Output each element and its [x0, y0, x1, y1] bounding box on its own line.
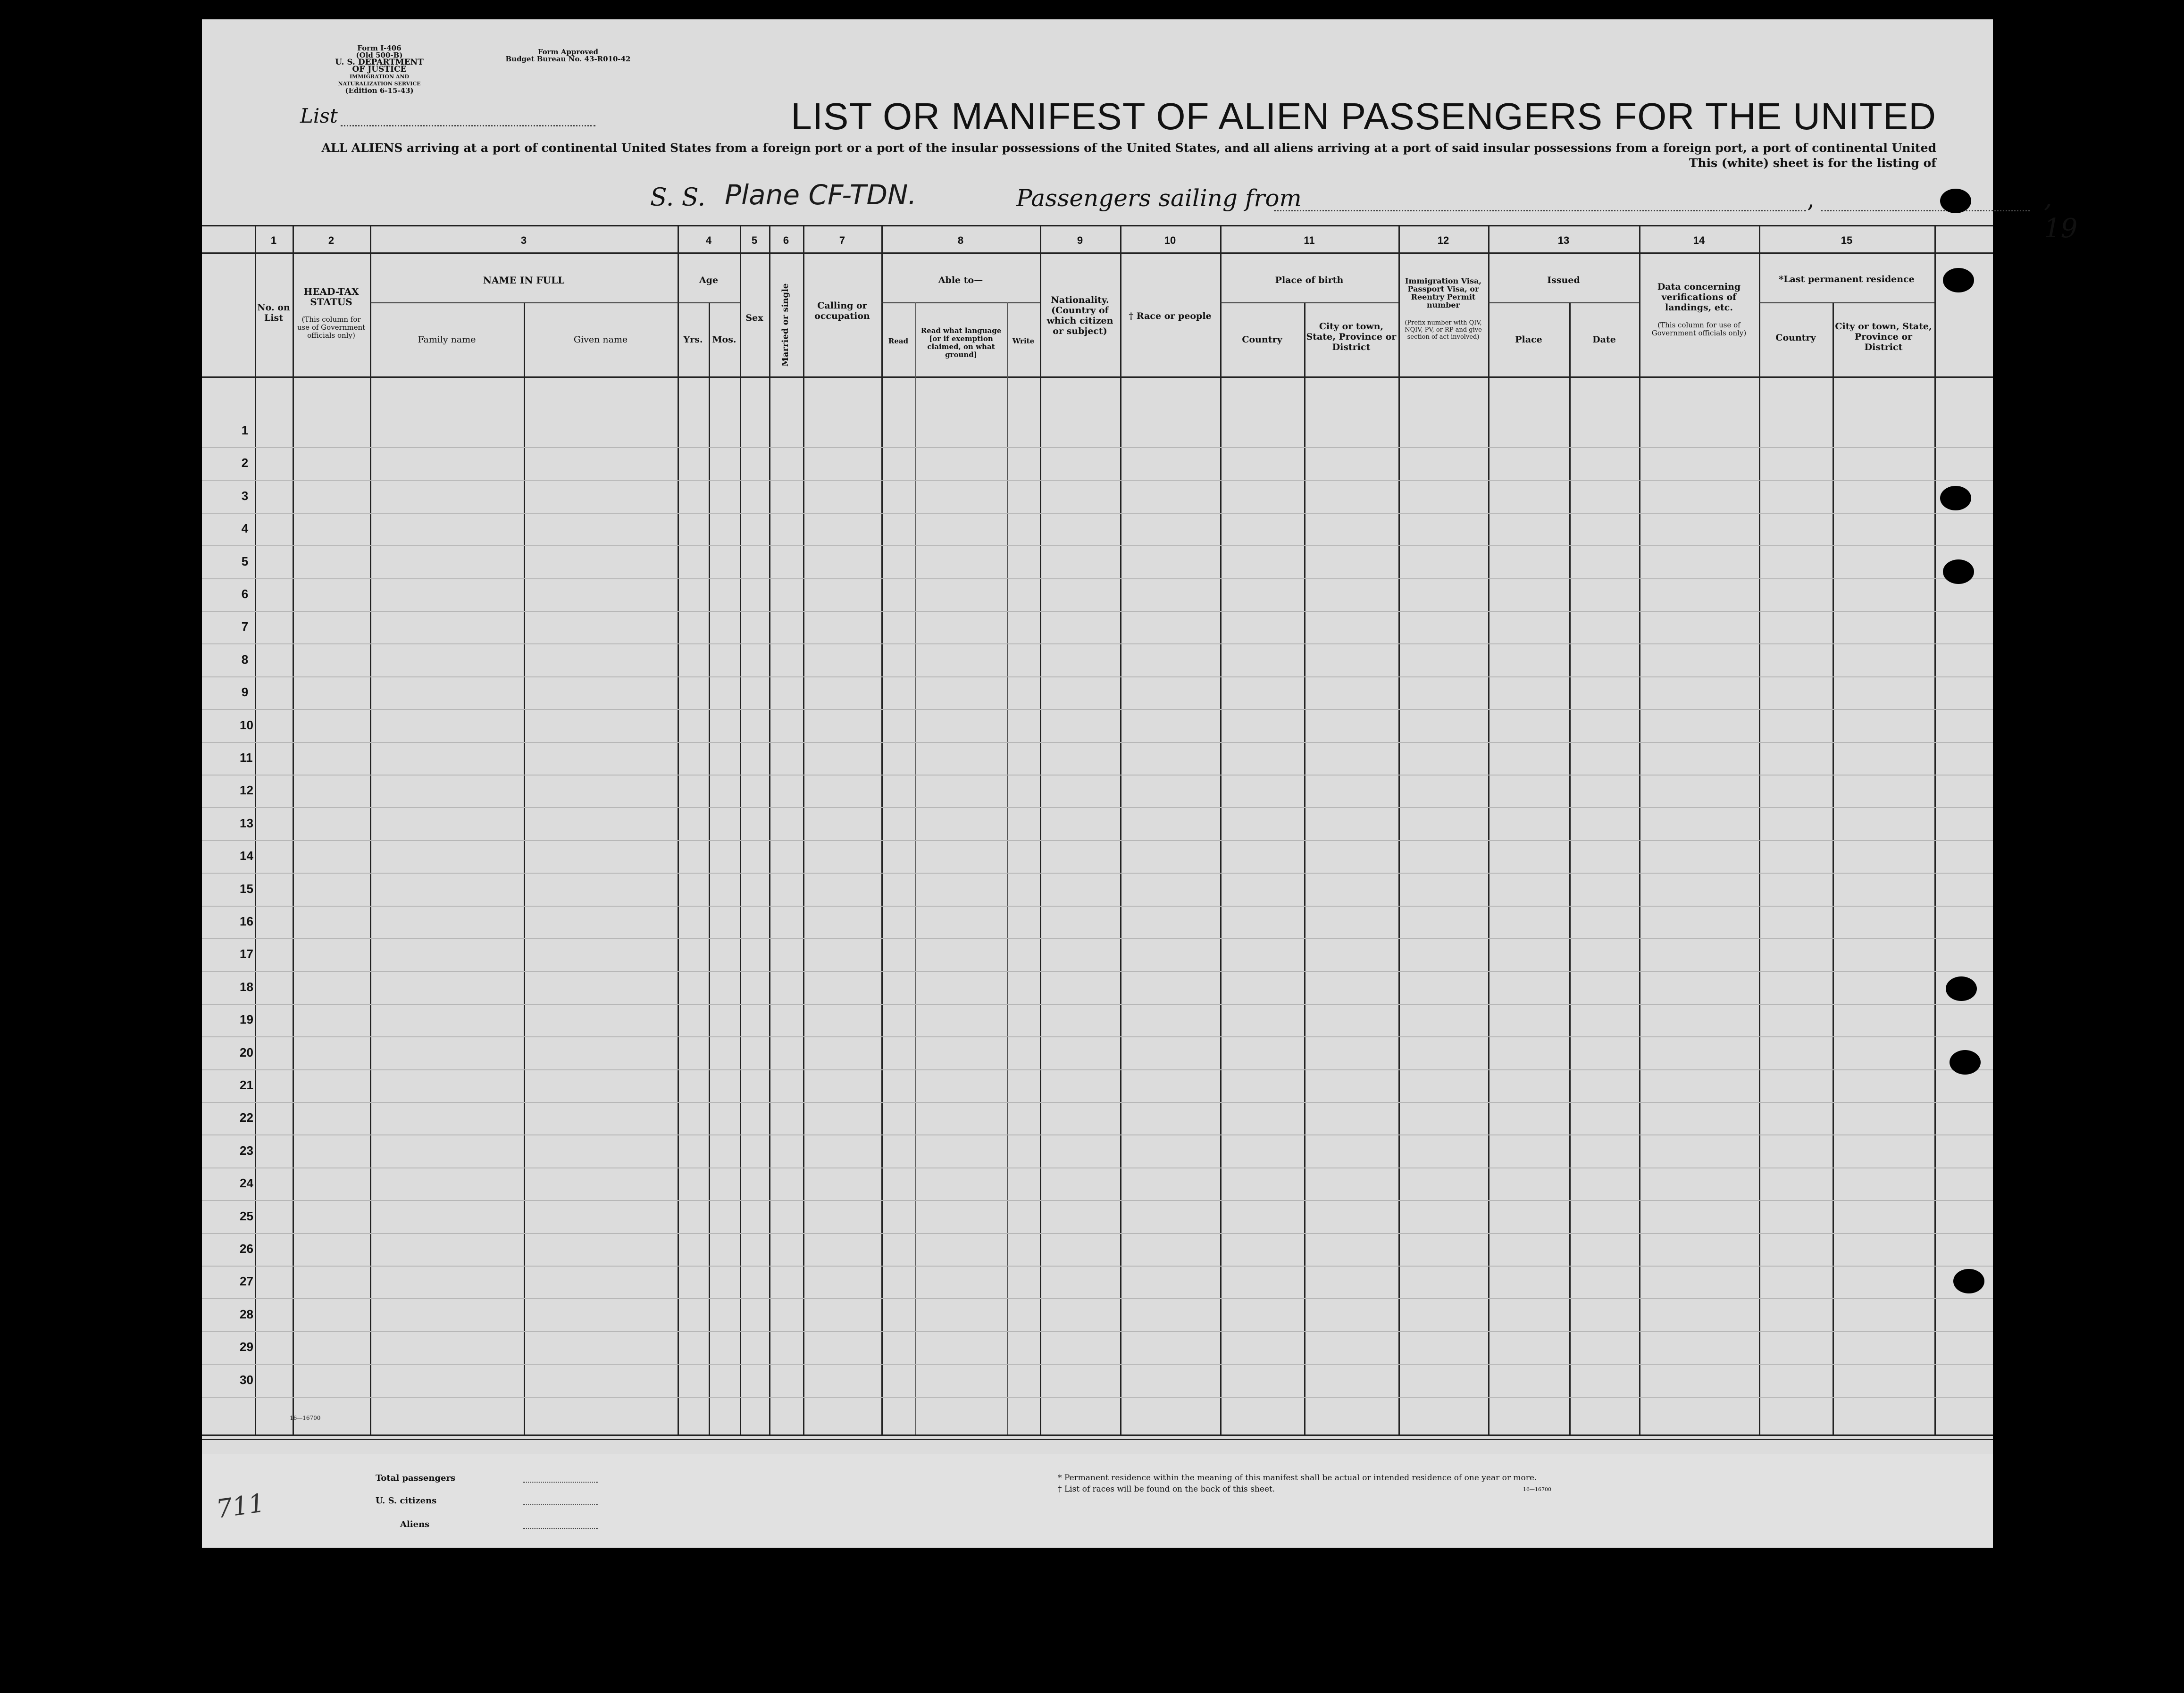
row-number: 27: [240, 1274, 253, 1288]
header-last-residence: *Last permanent residence: [1779, 274, 1915, 284]
table-row[interactable]: [202, 971, 1993, 972]
col-divider: [370, 225, 371, 1434]
row-number: 13: [240, 816, 253, 830]
table-row[interactable]: [202, 1134, 1993, 1135]
table-row[interactable]: [202, 775, 1993, 776]
col-divider: [1759, 225, 1760, 1434]
header-head-tax-note: (This column for use of Government officials only): [297, 315, 366, 340]
header-family-name: Family name: [418, 334, 476, 345]
table-row[interactable]: [202, 513, 1993, 514]
total-passengers-field[interactable]: [523, 1482, 598, 1483]
header-head-tax: HEAD-TAX STATUS: [303, 286, 359, 308]
row-number: 22: [240, 1110, 253, 1125]
ss-label: S. S.: [650, 183, 706, 212]
row-number: 9: [241, 685, 249, 699]
form-number: Form I-406: [357, 44, 402, 52]
table-row[interactable]: [202, 611, 1993, 612]
header-issued: Issued: [1547, 275, 1580, 285]
col-number: 3: [520, 234, 527, 246]
header-residence-city: City or town, State, Province or District: [1835, 321, 1932, 352]
header-birth-city: City or town, State, Province or District: [1306, 321, 1397, 352]
form-approved: Form Approved: [537, 48, 599, 56]
header-issued-place: Place: [1515, 334, 1542, 345]
row-number: 17: [240, 947, 253, 961]
header-able-to: Able to—: [938, 275, 983, 285]
table-row[interactable]: [202, 1331, 1993, 1332]
header-verifications-note: (This column for use of Government officials only): [1651, 321, 1747, 337]
page-subtitle: ALL ALIENS arriving at a port of continental United States from a foreign port or a port of the insular possessions of the United States, and all aliens arriving at a port of said insular possessions from a foreign port, a port of continental United: [321, 141, 1936, 155]
header-issued-date: Date: [1592, 334, 1616, 345]
col-divider: [1934, 225, 1936, 1434]
binder-hole: [1940, 486, 1971, 510]
issued-subheader-line: [1488, 302, 1639, 303]
header-race-people: † Race or people: [1129, 311, 1212, 321]
table-top-border: [202, 225, 1993, 226]
col-divider: [881, 225, 883, 1434]
table-row[interactable]: [202, 840, 1993, 841]
us-citizens-field[interactable]: [523, 1504, 598, 1505]
header-verifications: Data concerning verifications of landings, etc.: [1657, 282, 1741, 313]
service-name: IMMIGRATION AND NATURALIZATION SERVICE: [338, 74, 421, 87]
budget-bureau-number: Budget Bureau No. 43-R010-42: [505, 55, 631, 63]
sailing-from-field[interactable]: [1274, 210, 1806, 211]
col-number: 8: [957, 234, 964, 246]
header-name-in-full: NAME IN FULL: [483, 275, 565, 286]
name-subheader-line: [370, 302, 678, 303]
page-subtitle-2: This (white) sheet is for the listing of: [1689, 156, 1936, 170]
header-age-mos: Mos.: [712, 334, 736, 345]
birth-subheader-line: [1220, 302, 1398, 303]
row-number: 2: [241, 456, 249, 470]
table-bottom-border: [202, 1434, 1993, 1436]
table-row[interactable]: [202, 873, 1993, 874]
table-row[interactable]: [202, 1397, 1993, 1398]
table-row[interactable]: [202, 1069, 1993, 1070]
row-number: 26: [240, 1242, 253, 1256]
header-no-on-list: No. on List: [257, 302, 290, 323]
residence-subheader-line: [1759, 302, 1934, 303]
binder-hole: [1943, 559, 1974, 584]
col-divider: [1569, 302, 1571, 1434]
age-subheader-line: [678, 302, 740, 303]
row-number: 4: [241, 521, 249, 535]
department-name: U. S. DEPARTMENT OF JUSTICE: [335, 58, 424, 74]
row-number: 16: [240, 914, 253, 928]
header-read-language: Read what language [or if exemption claimed, on what ground]: [920, 326, 1002, 359]
row-number: 30: [240, 1373, 253, 1387]
table-row[interactable]: [202, 676, 1993, 677]
manifest-sheet: [202, 19, 2078, 1548]
header-calling-occupation: Calling or occupation: [814, 300, 870, 321]
table-row[interactable]: [202, 643, 1993, 644]
header-nationality: Nationality. (Country of which citizen or subject): [1046, 295, 1113, 336]
col-divider: [740, 225, 741, 1434]
col-number: 13: [1557, 234, 1570, 246]
table-row[interactable]: [202, 1004, 1993, 1005]
print-code: 16—16700: [290, 1415, 321, 1421]
col-number: 7: [839, 234, 845, 246]
binder-hole: [1943, 268, 1974, 292]
col-number: 5: [751, 234, 758, 246]
row-number: 14: [240, 849, 253, 863]
row-number: 7: [241, 619, 249, 634]
table-row[interactable]: [202, 709, 1993, 710]
read-col-divider: [915, 302, 916, 1434]
binder-hole: [1953, 1269, 1984, 1293]
header-visa-note: (Prefix number with QIV, NQIV, PV, or RP and give section of act involved): [1405, 319, 1482, 341]
header-bottom-border: [202, 376, 1993, 378]
table-row[interactable]: [202, 1266, 1993, 1267]
table-row[interactable]: [202, 1233, 1993, 1234]
table-row[interactable]: [202, 906, 1993, 907]
col-number: 10: [1164, 234, 1176, 246]
col-number: 15: [1841, 234, 1853, 246]
col-divider: [769, 225, 770, 1434]
table-row[interactable]: [202, 938, 1993, 939]
header-given-name: Given name: [573, 334, 628, 345]
header-place-of-birth: Place of birth: [1275, 275, 1344, 285]
row-number: 15: [240, 882, 253, 896]
col-divider: [1120, 225, 1121, 1434]
row-number: 6: [241, 587, 249, 601]
header-married-single: Married or single: [780, 283, 790, 367]
total-passengers-label: Total passengers: [376, 1473, 456, 1483]
row-number: 28: [240, 1307, 253, 1321]
row-number: 10: [240, 718, 253, 732]
col-number: 12: [1437, 234, 1449, 246]
row-number: 21: [240, 1078, 253, 1092]
header-residence-country: Country: [1775, 333, 1816, 343]
row-number: 25: [240, 1209, 253, 1223]
comma-separator: ,: [1807, 185, 1815, 213]
list-number-field[interactable]: [341, 125, 595, 126]
col-number: 4: [705, 234, 712, 246]
row-number: 20: [240, 1045, 253, 1059]
table-bottom-border-2: [202, 1439, 1993, 1440]
col-divider: [255, 225, 256, 1434]
col-divider: [1833, 302, 1834, 1434]
table-row[interactable]: [202, 1036, 1993, 1037]
table-row[interactable]: [202, 1364, 1993, 1365]
form-old-number: (Old 500-B): [356, 51, 403, 59]
margin-handwritten-mark: 711: [214, 1488, 267, 1524]
col-divider: [1220, 225, 1222, 1434]
row-number: 29: [240, 1340, 253, 1354]
table-row[interactable]: [202, 578, 1993, 579]
col-number: 9: [1077, 234, 1083, 246]
row-number: 1: [241, 423, 249, 437]
col-divider: [1639, 225, 1640, 1434]
row-number: 11: [240, 751, 253, 765]
col-divider: [803, 225, 804, 1434]
col-divider: [1304, 302, 1305, 1434]
table-row[interactable]: [202, 1200, 1993, 1201]
col-number: 1: [270, 234, 277, 246]
row-number: 8: [241, 652, 249, 667]
row-number: 3: [241, 489, 249, 503]
header-birth-country: Country: [1242, 334, 1282, 345]
header-write: Write: [1012, 337, 1035, 345]
col-divider: [293, 225, 294, 1434]
col-divider: [1040, 225, 1041, 1434]
ship-name-handwritten[interactable]: Plane CF-TDN.: [725, 179, 917, 211]
form-id-block: [327, 45, 431, 94]
us-citizens-label: U. S. citizens: [376, 1496, 437, 1506]
form-edition: (Edition 6-15-43): [345, 86, 414, 95]
header-read: Read: [888, 337, 909, 345]
row-number: 18: [240, 980, 253, 994]
aliens-label: Aliens: [400, 1519, 430, 1529]
sheet-footer-area: [202, 1454, 1993, 1548]
col-divider: [678, 225, 679, 1434]
colnum-border: [202, 252, 1993, 254]
col-number: 14: [1693, 234, 1705, 246]
col-divider: [1488, 225, 1489, 1434]
page-title: LIST OR MANIFEST OF ALIEN PASSENGERS FOR THE UNITED: [791, 95, 1936, 137]
form-approval-block: [502, 49, 634, 63]
table-row[interactable]: [202, 447, 1993, 448]
aliens-field[interactable]: [523, 1528, 598, 1529]
col-divider: [709, 302, 710, 1434]
col-divider: [1398, 225, 1400, 1434]
row-number: 23: [240, 1143, 253, 1158]
date-field[interactable]: [1821, 210, 2030, 211]
row-number: 24: [240, 1176, 253, 1190]
table-row[interactable]: [202, 1102, 1993, 1103]
race-footnote: † List of races will be found on the back of this sheet.: [1058, 1485, 1275, 1494]
table-row[interactable]: [202, 807, 1993, 808]
sailing-from-label: Passengers sailing from: [1016, 184, 1302, 212]
table-row[interactable]: [202, 1298, 1993, 1299]
col-number: 6: [783, 234, 789, 246]
list-label: List: [300, 104, 338, 127]
binder-hole: [1946, 976, 1977, 1001]
binder-hole: [1950, 1050, 1981, 1075]
table-row[interactable]: [202, 545, 1993, 546]
col-number: 2: [328, 234, 335, 246]
header-age-yrs: Yrs.: [683, 334, 703, 345]
header-age: Age: [699, 275, 719, 285]
col-divider: [524, 302, 525, 1434]
header-visa: Immigration Visa, Passport Visa, or Reentry Permit number: [1405, 276, 1481, 309]
year-prefix: , 19: [2044, 183, 2078, 244]
header-sex: Sex: [745, 313, 763, 323]
row-number: 5: [241, 554, 249, 568]
footer-print-code: 16—16700: [1523, 1486, 1551, 1493]
write-col-divider: [1007, 302, 1008, 1434]
col-number: 11: [1304, 234, 1315, 246]
row-number: 19: [240, 1012, 253, 1026]
able-subheader-line: [881, 302, 1040, 303]
table-row[interactable]: [202, 480, 1993, 481]
row-number: 12: [240, 783, 253, 797]
residence-footnote: * Permanent residence within the meaning of this manifest shall be actual or intended residence of one year or more.: [1058, 1473, 1537, 1483]
table-row[interactable]: [202, 742, 1993, 743]
binder-hole: [1940, 189, 1971, 213]
